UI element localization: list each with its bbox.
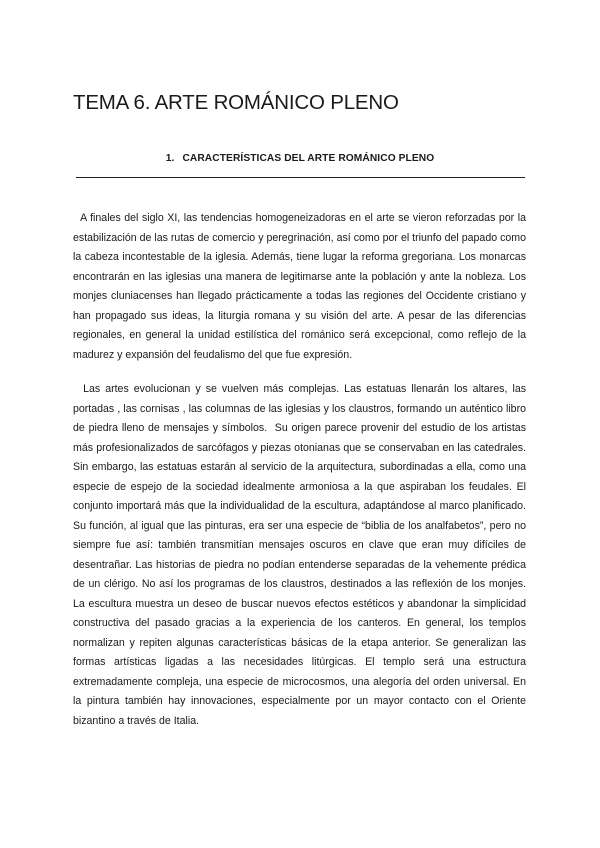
paragraph-2: Las artes evolucionan y se vuelven más complejas. Las estatuas llenarán los altares, las portadas , las cornisas , las columnas de las iglesias y los claustros, formando un auténtico libro de piedra lleno de mensajes y símbolos. Su origen parece provenir del estudio de los artistas más profesionalizados de sarcófagos y piezas otonianas que se conservaban en las catedrales. Sin embargo, las estatuas estarán al servicio de la arquitectura, subordinadas a ella, como una especie de espejo de la sociedad idealmente armoniosa a la que aspiraban los feudales. El conjunto importará más que la individualidad de la escultura, adaptándose al marco planificado. Su función, al igual que las pinturas, era ser una especie de “biblia de los analfabetos”, pero no siempre fue así: también transmitían mensajes oscuros en clave que eran muy difíciles de desentrañar. Las historias de piedra no podían entenderse separadas de la vehemente prédica de un clérigo. No así los programas de los claustros, destinados a las reflexión de los monjes. La escultura muestra un deseo de buscar nuevos efectos estéticos y abandonar la simplicidad constructiva del pasado gracias a la experiencia de los canteros. En general, los templos normalizan y repiten algunas características básicas de la etapa anterior. Se generalizan las formas artísticas ligadas a las necesidades litúrgicas. El templo será una estructura extremadamente compleja, una especie de microcosmos, una alegoría del orden universal. En la pintura también hay innovaciones, especialmente por un mayor contacto con el Oriente bizantino a través de Italia. xyxy=(73,383,529,727)
page-title: TEMA 6. ARTE ROMÁNICO PLENO xyxy=(73,91,399,114)
paragraph-1: A finales del siglo XI, las tendencias homogeneizadoras en el arte se vieron reforzadas por la estabilización de las rutas de comercio y peregrinación, así como por el triunfo del papado como la cabeza incontestable de la iglesia. Además, tiene lugar la reforma gregoriana. Los monarcas encontrarán en las iglesias una manera de legitimarse ante la población y ante la nobleza. Los monjes cluniacenses han llegado prácticamente a todas las regiones del Occidente cristiano y han propagado sus ideas, la liturgia romana y su visión del arte. A pesar de las diferencias regionales, en general la unidad estilística del románico será excepcional, como reflejo de la madurez y expansión del feudalismo del que fue expresión. xyxy=(73,212,529,361)
section-divider xyxy=(76,177,525,178)
section-heading-text: CARACTERÍSTICAS DEL ARTE ROMÁNICO PLENO xyxy=(182,153,435,164)
section-number: 1. xyxy=(165,153,175,164)
section-heading xyxy=(0,153,600,164)
